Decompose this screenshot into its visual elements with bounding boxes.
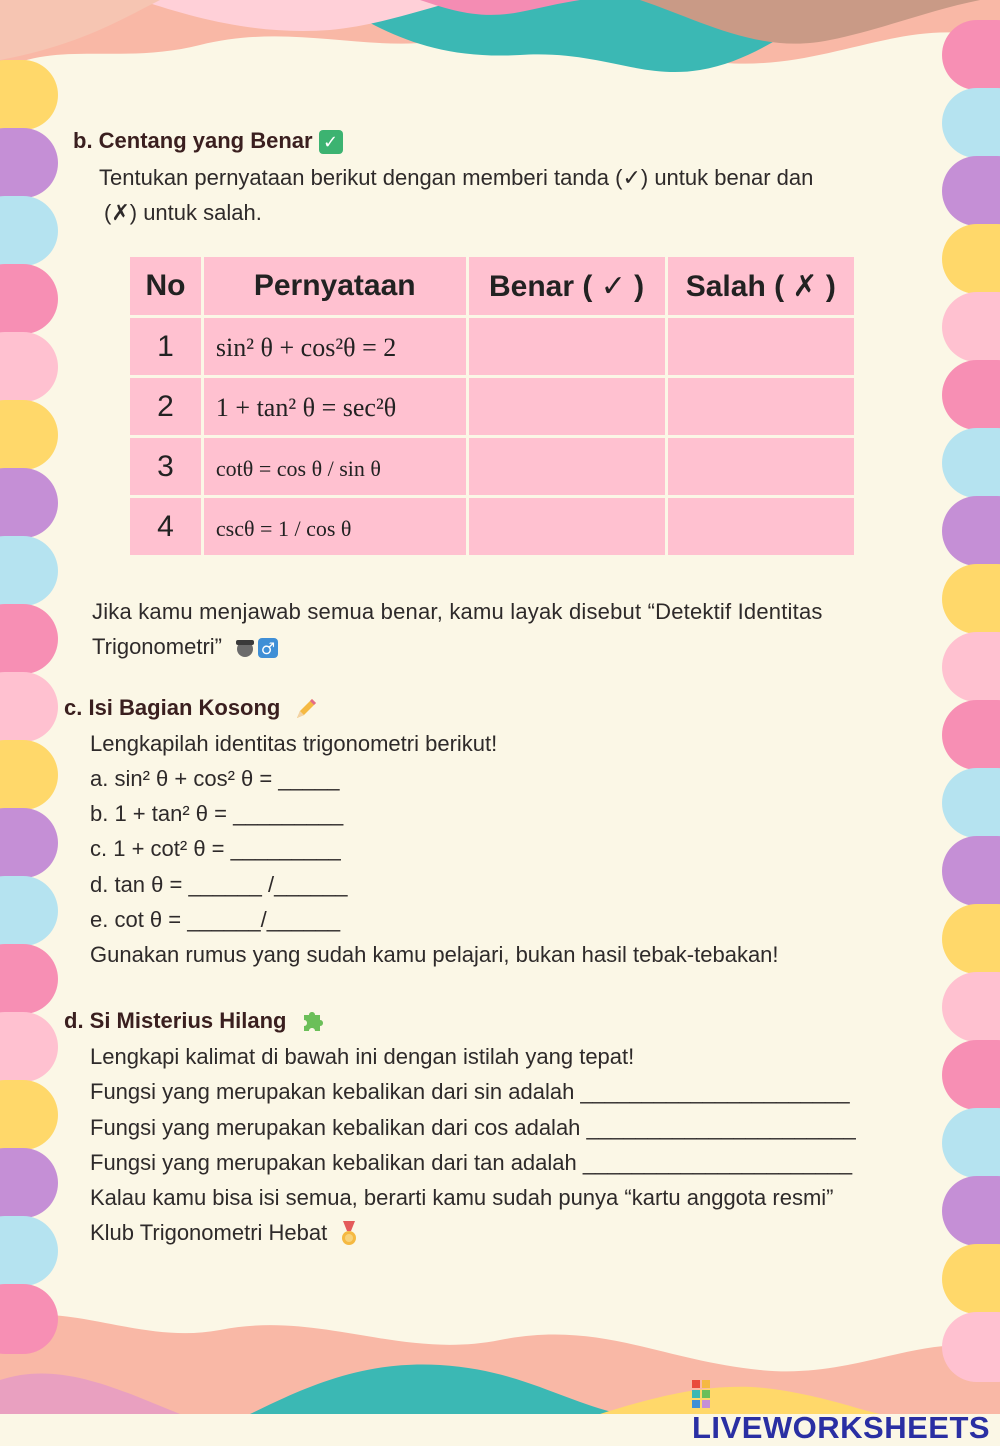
statement-1: sin² θ + cos²θ = 2 — [215, 332, 397, 362]
liveworksheets-watermark: LIVEWORKSHEETS — [692, 1374, 1000, 1446]
table-row — [129, 497, 856, 557]
medal-icon — [339, 1221, 359, 1247]
section-d-intro: Lengkapi kalimat di bawah ini dengan istilah yang tepat! — [90, 1044, 635, 1069]
true-answer-cell[interactable] — [467, 497, 666, 557]
header-no: No — [129, 256, 203, 317]
header-true: Benar ( ✓ ) — [467, 256, 666, 317]
row-number: 1 — [129, 317, 203, 377]
section-b-instruction-line-2: (✗) untuk salah. — [104, 200, 262, 225]
false-answer-cell[interactable] — [666, 377, 855, 437]
fill-item-b[interactable]: b. 1 + tan² θ = _________ — [90, 801, 344, 826]
statement-cell — [202, 377, 467, 437]
svg-text:♂: ♂ — [260, 639, 276, 659]
false-answer-cell[interactable] — [666, 317, 855, 377]
puzzle-piece-icon — [299, 1009, 325, 1035]
statement-4: cscθ = 1 / cos θ — [215, 515, 352, 541]
false-answer-cell[interactable] — [666, 497, 855, 557]
table-row — [129, 437, 856, 497]
check-mark-icon: ✓ — [319, 130, 343, 154]
section-b-heading: b. Centang yang Benar ✓ — [73, 128, 343, 154]
table-row — [129, 377, 856, 437]
header-statement: Pernyataan — [202, 256, 467, 317]
mystery-item-2[interactable]: Fungsi yang merupakan kebalikan dari cos adalah ______________________ — [90, 1115, 856, 1140]
statement-cell — [202, 317, 467, 377]
statement-3: cotθ = cos θ / sin θ — [215, 455, 381, 481]
mystery-item-1[interactable]: Fungsi yang merupakan kebalikan dari sin adalah ______________________ — [90, 1079, 850, 1104]
liveworksheets-logo-icon — [692, 1380, 710, 1408]
section-c-footer: Gunakan rumus yang sudah kamu pelajari, bukan hasil tebak-tebakan! — [90, 942, 779, 967]
true-false-table — [127, 254, 857, 558]
fill-item-a[interactable]: a. sin² θ + cos² θ = _____ — [90, 766, 340, 791]
row-number: 2 — [129, 377, 203, 437]
detective-icon — [234, 636, 280, 660]
section-b-note-line-1: Jika kamu menjawab semua benar, kamu layak disebut “Detektif Identitas — [92, 599, 823, 624]
section-d-heading: d. Si Misterius Hilang — [64, 1008, 325, 1035]
section-d-closing-line-1: Kalau kamu bisa isi semua, berarti kamu sudah punya “kartu anggota resmi” — [90, 1185, 834, 1210]
section-b-instruction-line-1: Tentukan pernyataan berikut dengan memberi tanda (✓) untuk benar dan — [99, 165, 814, 190]
section-c-heading: c. Isi Bagian Kosong — [64, 695, 319, 722]
section-c-intro: Lengkapilah identitas trigonometri berikut! — [90, 731, 498, 756]
header-false: Salah ( ✗ ) — [666, 256, 855, 317]
fill-item-e[interactable]: e. cot θ = ______/______ — [90, 907, 341, 932]
statement-cell — [202, 437, 467, 497]
row-number: 4 — [129, 497, 203, 557]
table-row — [129, 317, 856, 377]
fill-item-c[interactable]: c. 1 + cot² θ = _________ — [90, 836, 341, 861]
true-answer-cell[interactable] — [467, 377, 666, 437]
pencil-icon — [293, 696, 319, 722]
false-answer-cell[interactable] — [666, 437, 855, 497]
row-number: 3 — [129, 437, 203, 497]
fill-item-d[interactable]: d. tan θ = ______ /______ — [90, 872, 348, 897]
statement-2: 1 + tan² θ = sec²θ — [215, 392, 397, 422]
table-header-row — [129, 256, 856, 317]
section-d-closing-line-2: Klub Trigonometri Hebat — [90, 1220, 359, 1247]
true-answer-cell[interactable] — [467, 317, 666, 377]
section-b-note-line-2: Trigonometri” ♂ — [92, 634, 280, 660]
statement-cell — [202, 497, 467, 557]
true-answer-cell[interactable] — [467, 437, 666, 497]
mystery-item-3[interactable]: Fungsi yang merupakan kebalikan dari tan adalah ______________________ — [90, 1150, 853, 1175]
